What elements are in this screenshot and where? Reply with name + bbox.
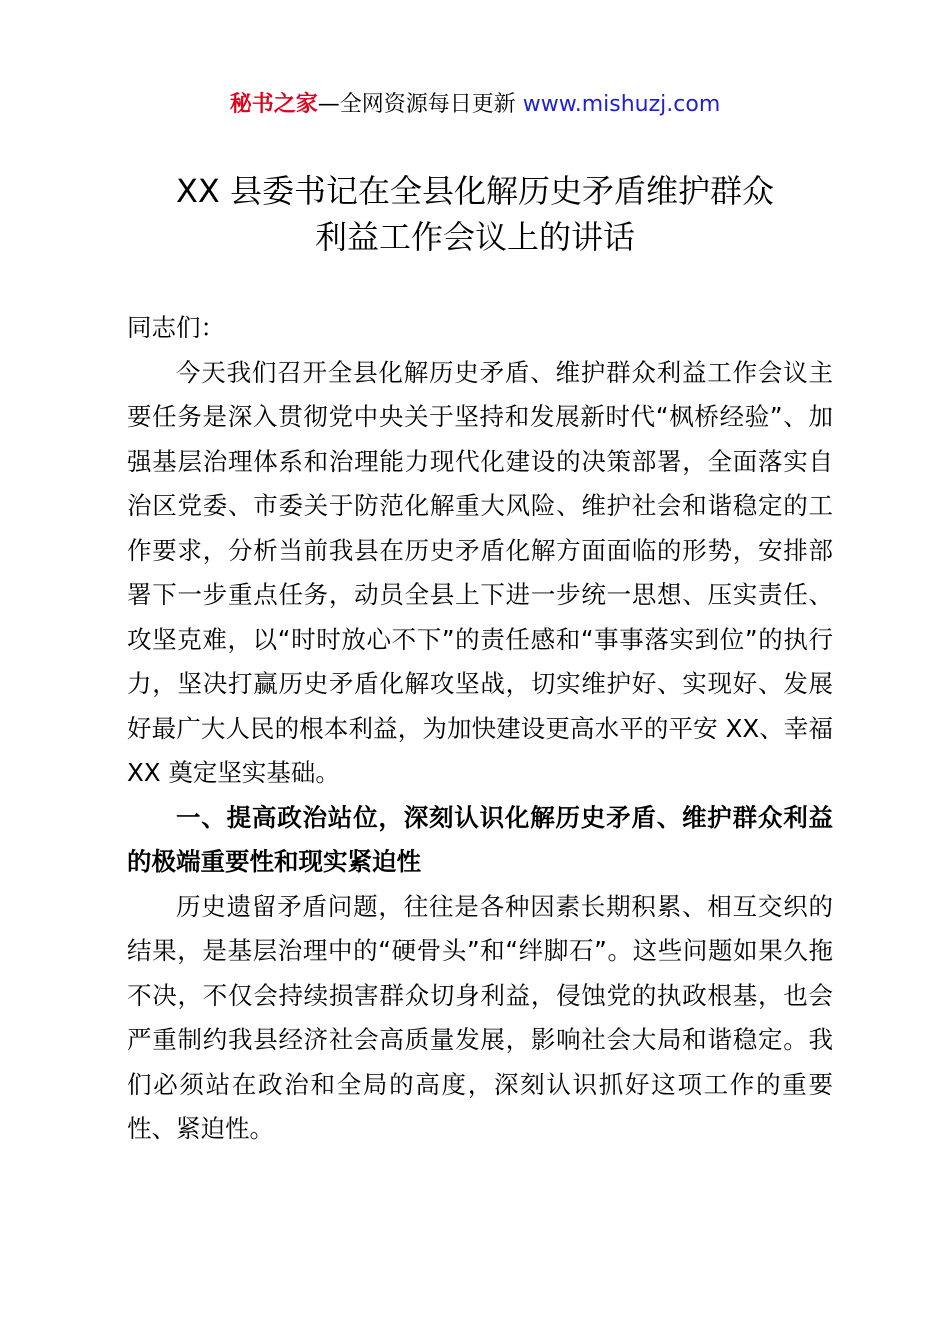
site-tagline: —全网资源每日更新 — [317, 92, 523, 117]
site-header — [0, 88, 950, 122]
site-url-link[interactable]: www.mishuzj.com — [522, 92, 721, 117]
document-title — [60, 168, 890, 260]
paragraph-intro: 今天我们召开全县化解历史矛盾、维护群众利益工作会议主要任务是深入贯彻党中央关于坚持和发展新时代“枫桥经验”、加强基层治理体系和治理能力现代化建设的决策部署，全面落实自治区党委、市委关于防范化解重大风险、维护社会和谐稳定的工作要求，分析当前我县在历史矛盾化解方面面临的形势，安排部署下一步重点任务，动员全县上下进一步统一思想、压实责任、攻坚克难，以“时时放心不下”的责任感和“事事落实到位”的执行力，坚决打赢历史矛盾化解攻坚战，切实维护好、实现好、发展好最广大人民的根本利益，为加快建设更高水平的平安 XX、幸福 XX 奠定坚实基础。 — [127, 357, 833, 787]
document-title-line-2: 利益工作会议上的讲话 — [314, 218, 635, 256]
paragraph-section-1: 历史遗留矛盾问题，往往是各种因素长期积累、相互交织的结果，是基层治理中的“硬骨头”和“绊脚石”。这些问题如果久拖不决，不仅会持续损害群众切身利益，侵蚀党的执政根基，也会严重制约我县经济社会高质量发展，影响社会大局和谐稳定。我们必须站在政治和全局的高度，深刻认识抓好这项工作的重要性、紧迫性。 — [127, 891, 833, 1143]
document-body — [127, 306, 833, 1152]
section-heading-1: 一、提高政治站位，深刻认识化解历史矛盾、维护群众利益的极端重要性和现实紧迫性 — [127, 802, 833, 876]
greeting: 同志们： — [127, 313, 225, 342]
site-brand: 秘书之家 — [229, 92, 318, 117]
document-title-line-1: XX 县委书记在全县化解历史矛盾维护群众 — [175, 172, 775, 210]
